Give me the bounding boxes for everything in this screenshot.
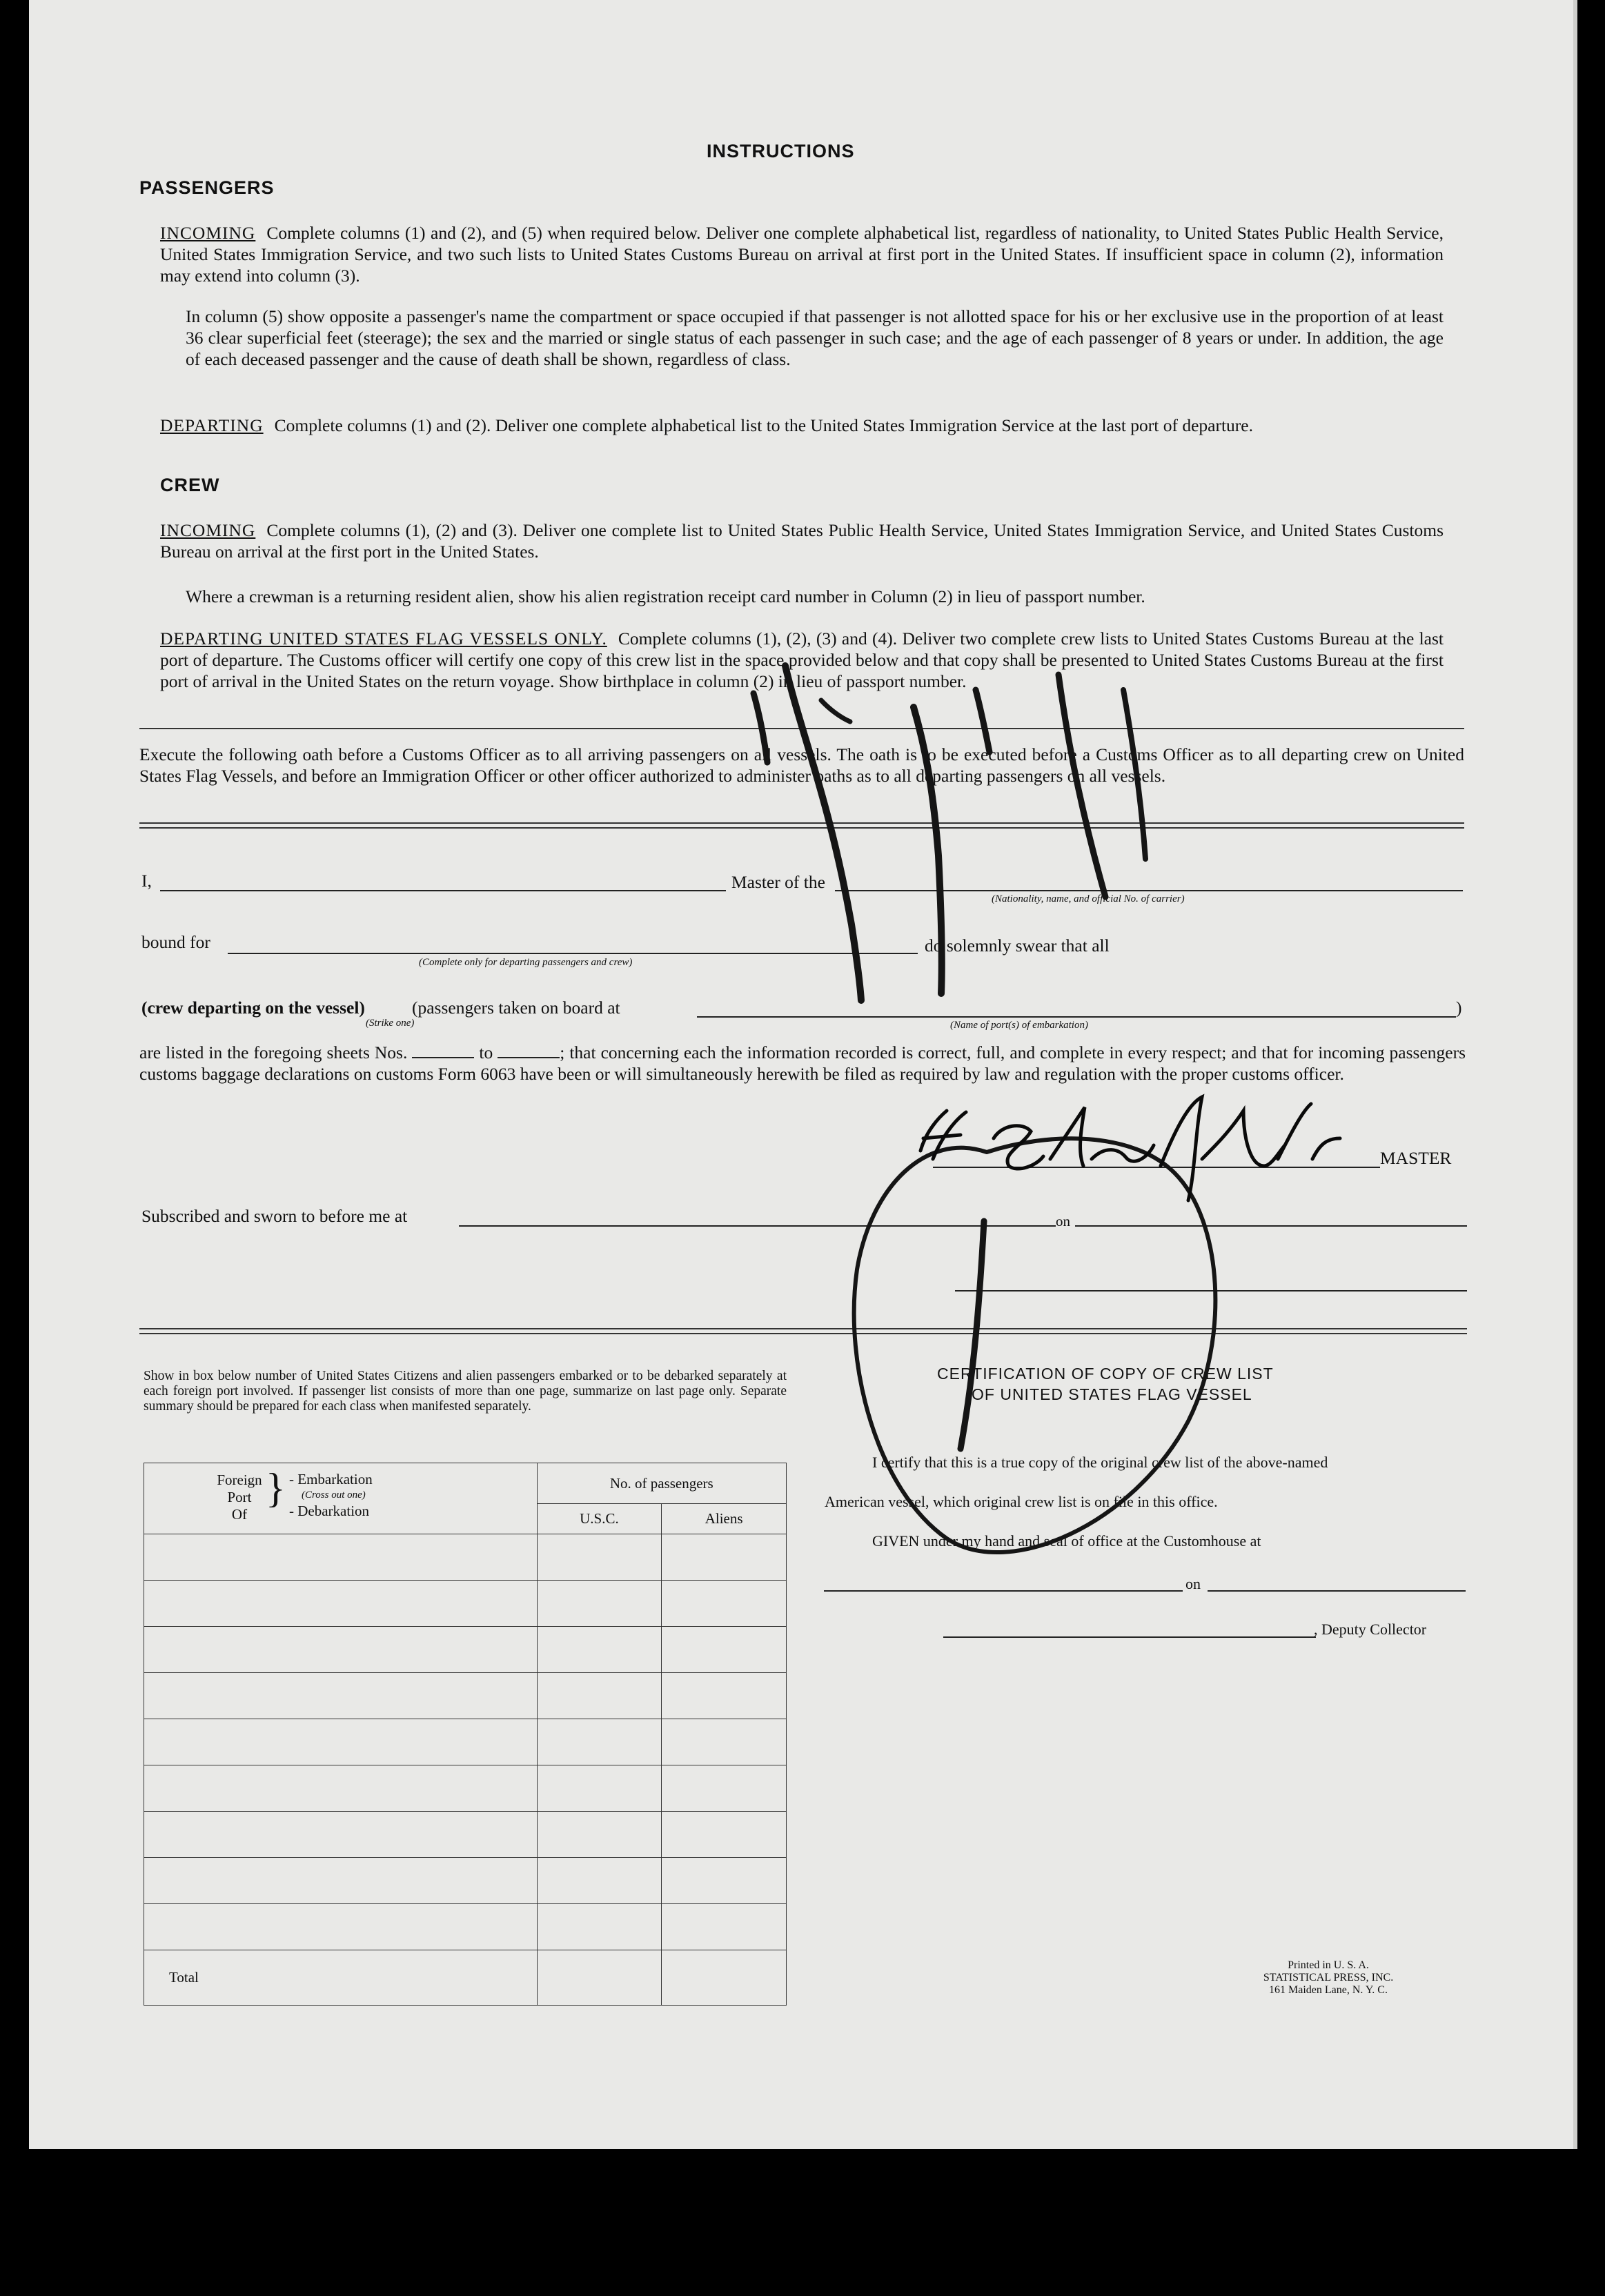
crew-incoming-label: INCOMING — [160, 520, 256, 540]
master-of-label: Master of the — [731, 872, 825, 892]
pen-stroke — [754, 693, 767, 762]
subscribed-label: Subscribed and sworn to before me at — [141, 1206, 408, 1226]
sworn-on-label: on — [1056, 1213, 1070, 1229]
deputy-collector-label: , Deputy Collector — [1314, 1621, 1427, 1638]
pen-stroke — [976, 690, 989, 752]
bound-caption: (Complete only for departing passengers and crew) — [419, 957, 633, 968]
handwriting-overlay — [29, 0, 1573, 2149]
pen-stroke — [1058, 675, 1105, 897]
embarkation-option[interactable]: - Embarkation — [289, 1471, 373, 1487]
total-label: Total — [144, 1950, 538, 2005]
passengers-incoming-label: INCOMING — [160, 223, 256, 243]
usc-header: U.S.C. — [537, 1504, 662, 1534]
closing-paren: ) — [1456, 998, 1462, 1018]
form-sheet — [29, 0, 1577, 2149]
carrier-caption: (Nationality, name, and official No. of carrier) — [992, 893, 1185, 904]
certification-title-line2: OF UNITED STATES FLAG VESSEL — [972, 1385, 1252, 1403]
cert-on-label: on — [1185, 1575, 1201, 1592]
brace-icon: } — [266, 1465, 286, 1511]
crew-departing-text: Complete columns (1), (2), (3) and (4). Deliver two complete crew lists to United States Customs Bureau at the last port of departure. The Customs officer will certify one copy of this crew list in the space provided below and that copy shall be presented to United States Customs Bureau at the first port of arrival in the United States on the return voyage. Show birthplace in column (2) in lieu of passport number. — [160, 629, 1444, 691]
pen-stroke — [961, 1221, 984, 1449]
port-label: Port — [227, 1489, 252, 1505]
given-text: GIVEN under my hand and seal of office at the Customhouse at — [872, 1532, 1261, 1550]
summary-instructions: Show in box below number of United States Citizens and alien passengers embarked or to be debarked separately at each foreign port involved. If passenger list consists of more than one page, summarize on last page only. Separate summary should be prepared for each class when manifested separately. — [144, 1369, 787, 1414]
printer-line3: 161 Maiden Lane, N. Y. C. — [1269, 1984, 1388, 1996]
cross-out-caption: (Cross out one) — [302, 1490, 366, 1501]
foreign-label: Foreign — [217, 1472, 262, 1488]
pen-oval — [854, 1138, 1216, 1552]
certify-line1: I certify that this is a true copy of the original crew list of the above-named — [872, 1454, 1328, 1471]
strike-caption: (Strike one) — [366, 1018, 415, 1029]
i-label: I, — [141, 871, 152, 891]
debarkation-option[interactable]: - Debarkation — [289, 1503, 370, 1519]
pen-stroke — [785, 666, 861, 1000]
pen-stroke — [914, 707, 942, 993]
crew-incoming-text: Complete columns (1), (2) and (3). Deliver one complete list to United States Public Health Service, United States Immigration Service, and United States Customs Bureau on arrival at the first port in the United States. — [160, 520, 1444, 562]
passengers-header: No. of passengers — [537, 1463, 786, 1504]
master-label: MASTER — [1380, 1148, 1452, 1168]
certify-line2: American vessel, which original crew list is on file in this office. — [825, 1493, 1218, 1510]
aliens-header: Aliens — [662, 1504, 787, 1534]
oath-intro: Execute the following oath before a Customs Officer as to all arriving passengers on all vessels. The oath is to be executed before a Customs Officer as to all departing crew on United States Flag Vessels, and before an Immigration Officer or other officer authorized to administer oaths as to all departing passengers on all vessels. — [139, 744, 1464, 786]
sheets-prefix: are listed in the foregoing sheets Nos. — [139, 1042, 408, 1062]
pen-stroke — [821, 700, 850, 722]
page-title: INSTRUCTIONS — [707, 141, 855, 161]
bound-for-label: bound for — [141, 932, 210, 952]
crew-resident-paragraph: Where a crewman is a returning resident alien, show his alien registration receipt card number in Column (2) in lieu of passport number. — [186, 586, 1145, 606]
passengers-departing-text: Complete columns (1) and (2). Deliver one complete alphabetical list to the United States Immigration Service at the last port of departure. — [274, 415, 1253, 435]
printer-line1: Printed in U. S. A. — [1288, 1959, 1369, 1971]
passengers-taken-option[interactable]: (passengers taken on board at — [412, 998, 620, 1018]
passengers-incoming-text: Complete columns (1) and (2), and (5) when required below. Deliver one complete alphabetical list, regardless of nationality, to United States Public Health Service, United States Immigration Service, and two such lists to United States Customs Bureau on arrival at first port in the United States. If insufficient space in column (2), information may extend into column (3). — [160, 223, 1444, 286]
certification-title-line1: CERTIFICATION OF COPY OF CREW LIST — [937, 1365, 1274, 1383]
passengers-heading: PASSENGERS — [139, 177, 275, 198]
printer-line2: STATISTICAL PRESS, INC. — [1263, 1972, 1394, 1983]
crew-departing-option[interactable]: (crew departing on the vessel) — [141, 998, 365, 1018]
passengers-departing-label: DEPARTING — [160, 415, 264, 435]
sheets-text: ; that concerning each the information recorded is correct, full, and complete in every respect; and that for incoming passengers customs baggage declarations on customs Form 6063 have been or will simultaneously herewith be filed as required by law and regulation with the proper customs officer. — [139, 1042, 1466, 1084]
column5-paragraph: In column (5) show opposite a passenger's name the compartment or space occupied if that passenger is not allotted space for his or her exclusive use in the proportion of at least 36 clear superficial feet (steerage); the sex and the married or single status of each passenger in such case; and the age of each passenger of 8 years or under. In addition, the age of each deceased passenger and the cause of death shall be shown, regardless of class. — [186, 306, 1444, 369]
swear-label: do solemnly swear that all — [925, 936, 1110, 956]
crew-departing-label: DEPARTING UNITED STATES FLAG VESSELS ONLY. — [160, 629, 607, 649]
crew-heading: CREW — [160, 475, 220, 495]
ports-caption: (Name of port(s) of embarkation) — [950, 1020, 1088, 1031]
to-label: to — [479, 1042, 493, 1062]
of-label: Of — [231, 1506, 248, 1523]
pen-stroke — [1123, 690, 1145, 859]
